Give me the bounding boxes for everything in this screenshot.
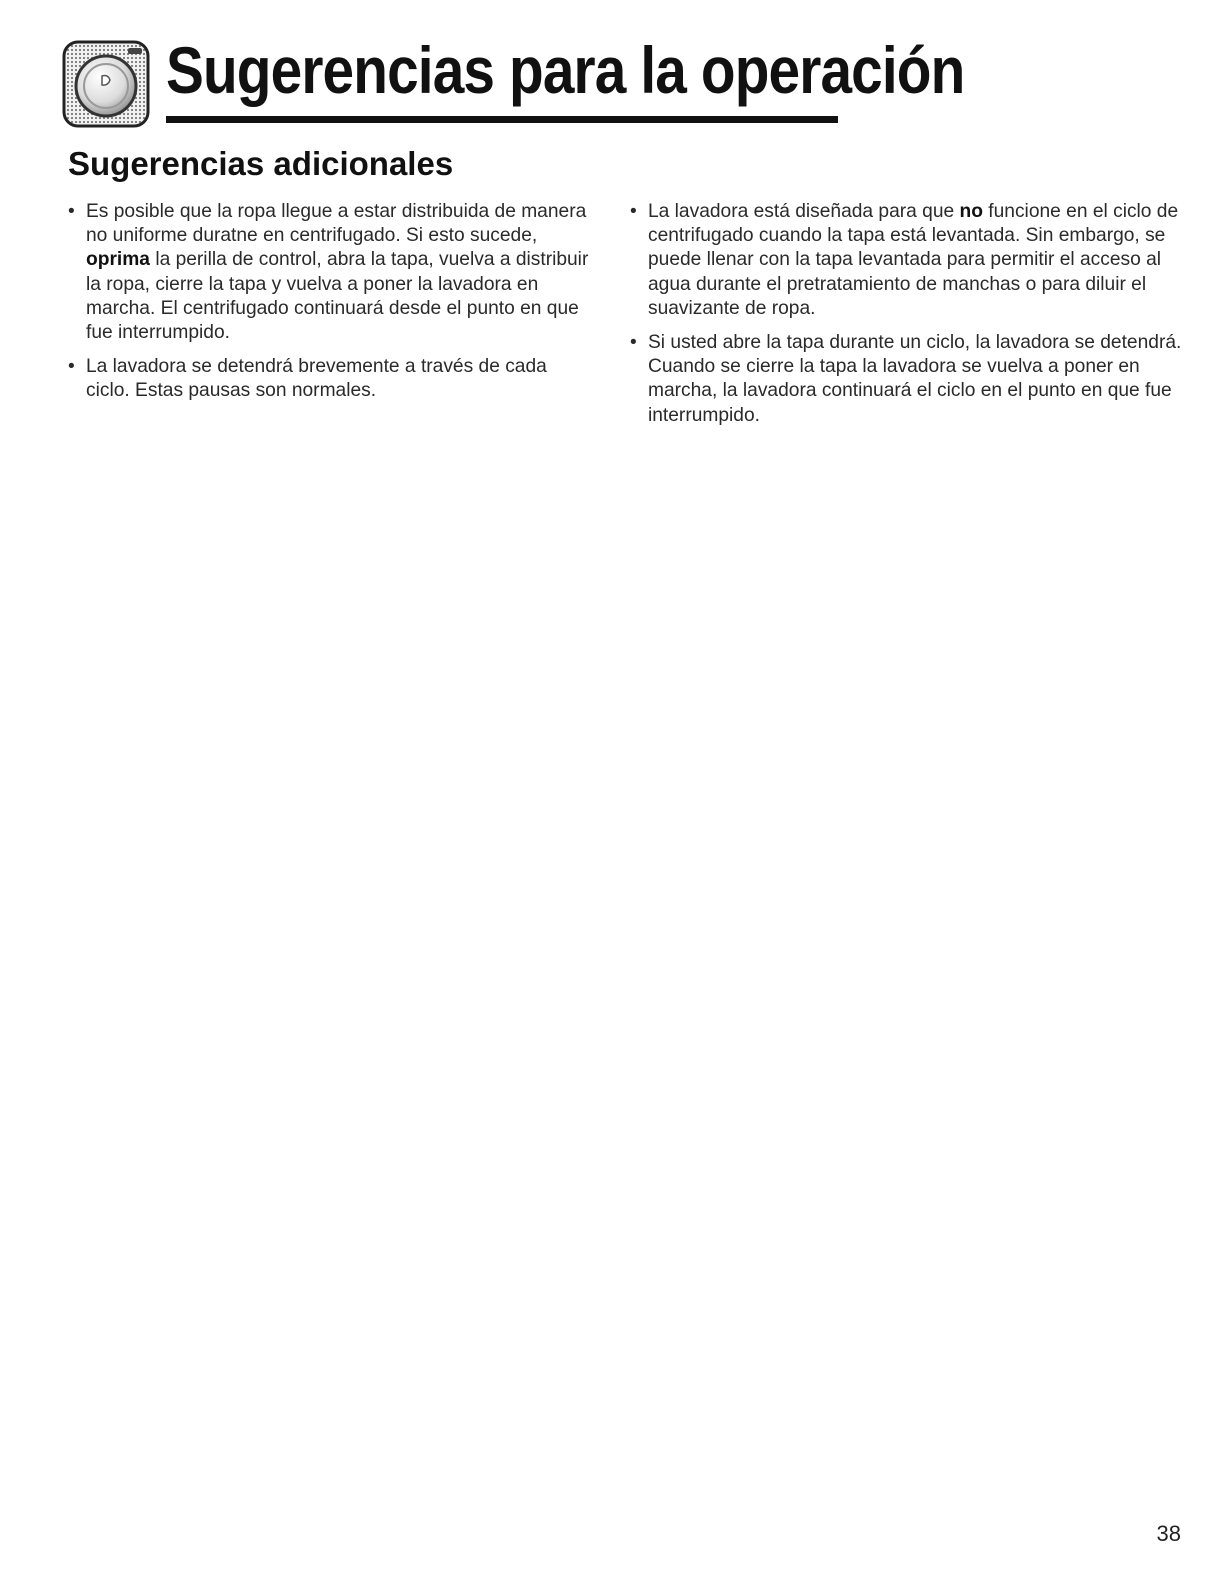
bullet: • — [68, 201, 75, 222]
left-column — [64, 200, 594, 414]
list-item — [64, 355, 594, 403]
page-header — [62, 30, 965, 125]
list-item — [626, 200, 1186, 321]
list-item — [626, 331, 1186, 428]
list-item-text: Si usted abre la tapa durante un ciclo, la lavadora se detendrá. Cuando se cierre la tapa la lavadora se vuelva a poner en marcha, la lavadora continuará el ciclo en el punto en que fue interrumpido. — [648, 332, 1182, 426]
list-item-text-start: La lavadora está diseñada para que — [648, 201, 960, 222]
page-number: 38 — [1156, 1521, 1181, 1546]
bullet: • — [630, 201, 637, 222]
emphasis: no — [959, 201, 983, 222]
bullet: • — [68, 356, 75, 378]
list-item-text-end: funcione en el ciclo de centrifugado cuando la tapa está levantada. Sin embargo, se puede llenar con la tapa levantada para permitir el acceso al agua durante el pretratamiento de manchas o para diluir el suavizante de ropa. — [648, 201, 1179, 319]
section-title: Sugerencias adicionales — [68, 145, 454, 182]
list-item-text-end: la perilla de control, abra la tapa, vuelva a distribuir la ropa, cierre la tapa y vuelva a poner la lavadora en marcha. El centrifugado continuará desde el punto en que fue interrumpido. — [86, 249, 589, 344]
washer-door-icon — [62, 40, 150, 128]
list-item-text: La lavadora se detendrá brevemente a través de cada ciclo. Estas pausas son normales. — [86, 356, 547, 402]
right-column — [626, 200, 1186, 438]
page-title: Sugerencias para la operación — [166, 33, 965, 107]
list-item-text-start: Es posible que la ropa llegue a estar distribuida de manera no uniforme duratne en centrifugado. Si esto sucede, — [86, 201, 587, 247]
emphasis: oprima — [86, 249, 150, 271]
bullet: • — [630, 332, 637, 354]
list-item — [64, 200, 594, 345]
title-underline — [166, 116, 838, 123]
